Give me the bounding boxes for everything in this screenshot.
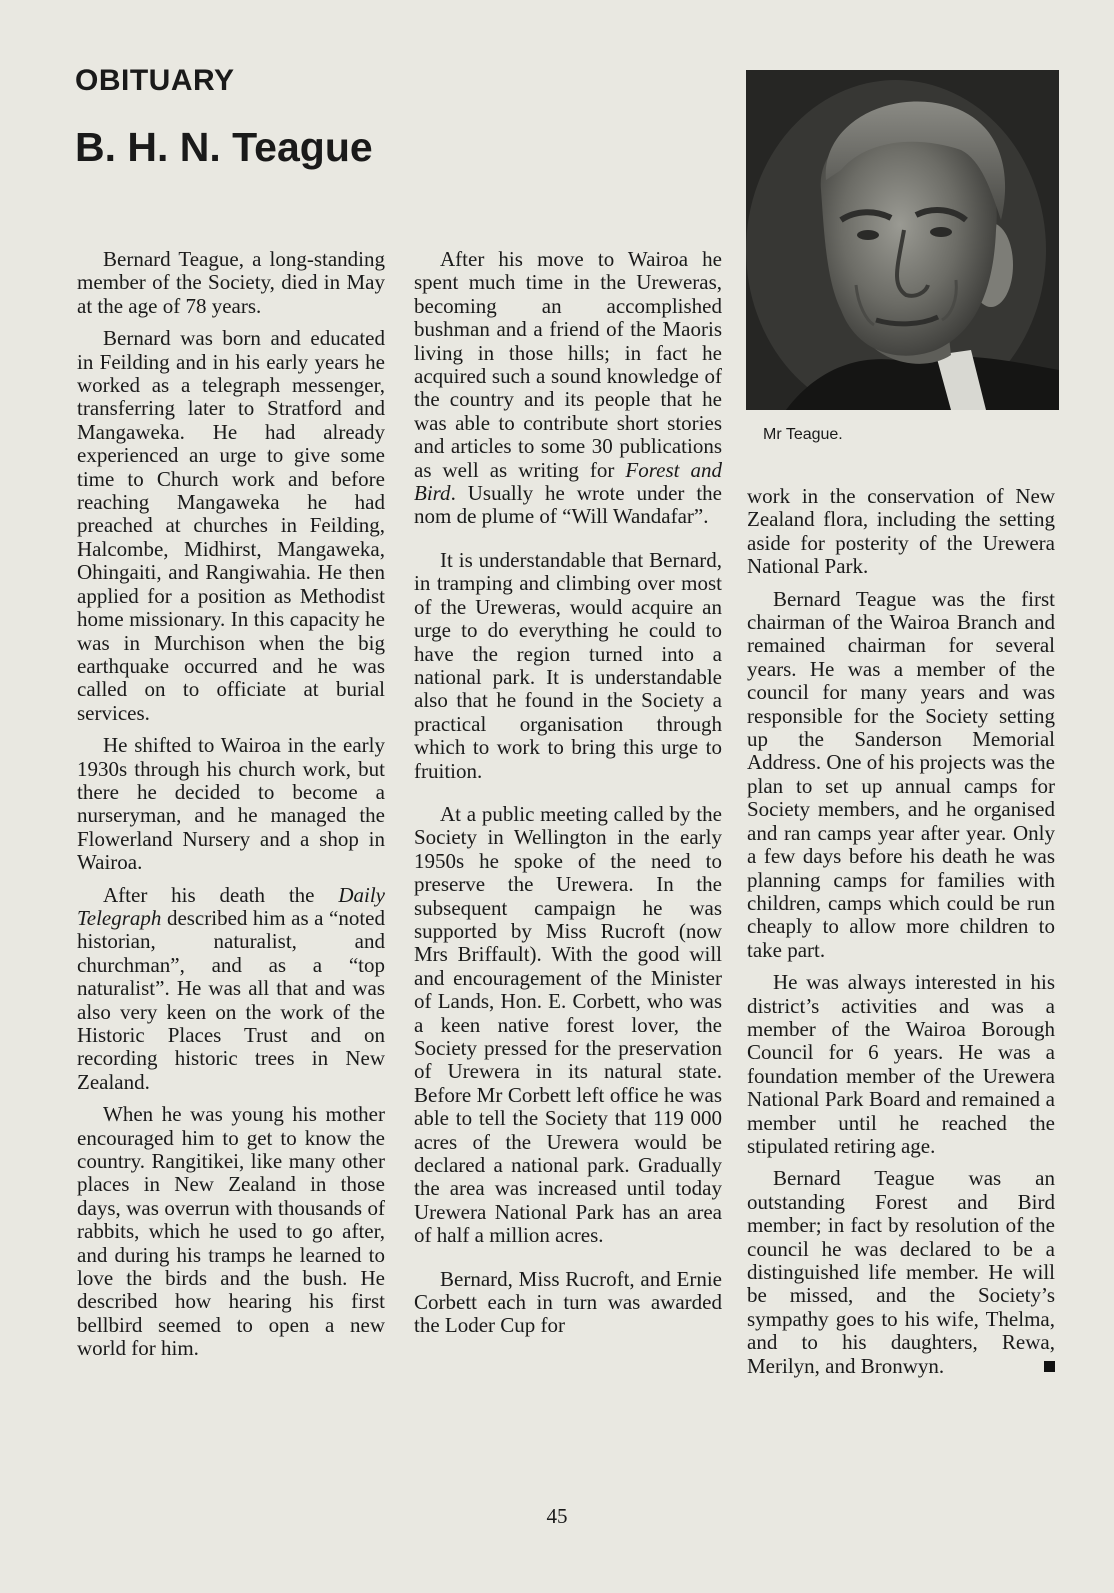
article-column-1 — [77, 248, 385, 1370]
photo-caption: Mr Teague. — [763, 426, 843, 443]
paragraph: Bernard was born and educated in Feilding and in his early years he worked as a telegraph messenger, transferring later to Stratford and Mangaweka. He had already experienced an urge to give some time to Church work and before reaching Mangaweka he had preached at churches in Feilding, Halcombe, Midhirst, Mangaweka, Ohingaiti, and Rangiwahia. He then applied for a position as Methodist home missionary. In this capacity he was in Murchison when the big earthquake occurred and he was called on to officiate at burial services. — [77, 326, 385, 725]
publication-name: Daily Telegraph — [77, 882, 385, 930]
section-kicker: OBITUARY — [75, 64, 235, 97]
paragraph: It is understandable that Bernard, in tramping and climbing over most of the Ureweras, would acquire an urge to do everything he could to have the region turned into a national park. It is understandable also that he found in the Society a practical organisation through which to work to bring this urge to fruition. — [414, 547, 722, 783]
paragraph: After his move to Wairoa he spent much time in the Ureweras, becoming an accomplished bushman and a friend of the Maoris living in those hills; in fact he acquired such a sound knowledge of the country and its people that he was able to contribute short stories and articles to some 30 publications as well as writing for Forest and Bird. Usually he wrote under the nom de plume of “Will Wandafar”. — [414, 247, 722, 529]
publication-name: Forest and Bird — [414, 457, 722, 506]
paragraph: Bernard, Miss Rucroft, and Ernie Corbett each in turn was awarded the Loder Cup for — [414, 1266, 722, 1338]
paragraph: He shifted to Wairoa in the early 1930s through his church work, but there he decided to become a nurseryman, and he managed the Flowerland Nursery and a shop in Wairoa. — [77, 733, 385, 875]
paragraph: When he was young his mother encouraged him to get to know the country. Rangitikei, like many other places in New Zealand in those days, was overrun with thousands of rabbits, which he used to go after, and during his tramps he learned to love the birds and the bush. He described how hearing his first bellbird seemed to open a new world for him. — [77, 1102, 385, 1361]
paragraph: work in the conservation of New Zealand flora, including the setting aside for posterity of the Urewera National Park. — [747, 484, 1055, 579]
paragraph: Bernard Teague, a long-standing member of the Society, died in May at the age of 78 years. — [77, 247, 385, 318]
paragraph: At a public meeting called by the Society in Wellington in the early 1950s he spoke of the need to preserve the Urewera. In the subsequent campaign he was supported by Miss Rucroft (now Mrs Briffault). With the good will and encouragement of the Minister of Lands, Hon. E. Corbett, who was a keen native forest lover, the Society pressed for the preservation of Urewera in its natural state. Before Mr Corbett left office he was able to tell the Society that 119 000 acres of the Urewera would be declared a national park. Gradually the area was increased until today Urewera National Park has an area of half a million acres. — [414, 801, 722, 1248]
portrait-photo — [746, 70, 1059, 410]
paragraph: Bernard Teague was an outstanding Forest and Bird member; in fact by resolution of the council he was declared to be a distinguished life member. He will be missed, and the Society’s sympathy goes to his wife, Thelma, and to his daughters, Rewa, Merilyn, and Bronwyn. — [747, 1166, 1055, 1378]
article-column-3 — [747, 485, 1055, 1387]
paragraph: Bernard Teague was the first chairman of the Wairoa Branch and remained chairman for several years. He was a member of the council for many years and was responsible for the Society setting up the Sanderson Memorial Address. One of his projects was the plan to set up annual camps for Society members, and he organised and ran camps year after year. Only a few days before his death he was planning camps for families with children, camps which could be run cheaply to allow more children to take part. — [747, 586, 1055, 962]
article-column-2 — [414, 248, 722, 1347]
page-number: 45 — [546, 1504, 568, 1528]
article-title: B. H. N. Teague — [75, 124, 373, 170]
paragraph: He was always interested in his district’s activities and was a member of the Wairoa Borough Council for 6 years. He was a foundation member of the Urewera National Park Board and remained a member until he reached the stipulated retiring age. — [747, 970, 1055, 1158]
end-mark-icon — [1044, 1361, 1055, 1372]
paragraph: After his death the Daily Telegraph described him as a “noted historian, naturalist, and churchman”, and as a “top naturalist”. He was all that and was also very keen on the work of the Historic Places Trust and on recording historic trees in New Zealand. — [77, 882, 385, 1094]
portrait-icon — [746, 70, 1059, 410]
